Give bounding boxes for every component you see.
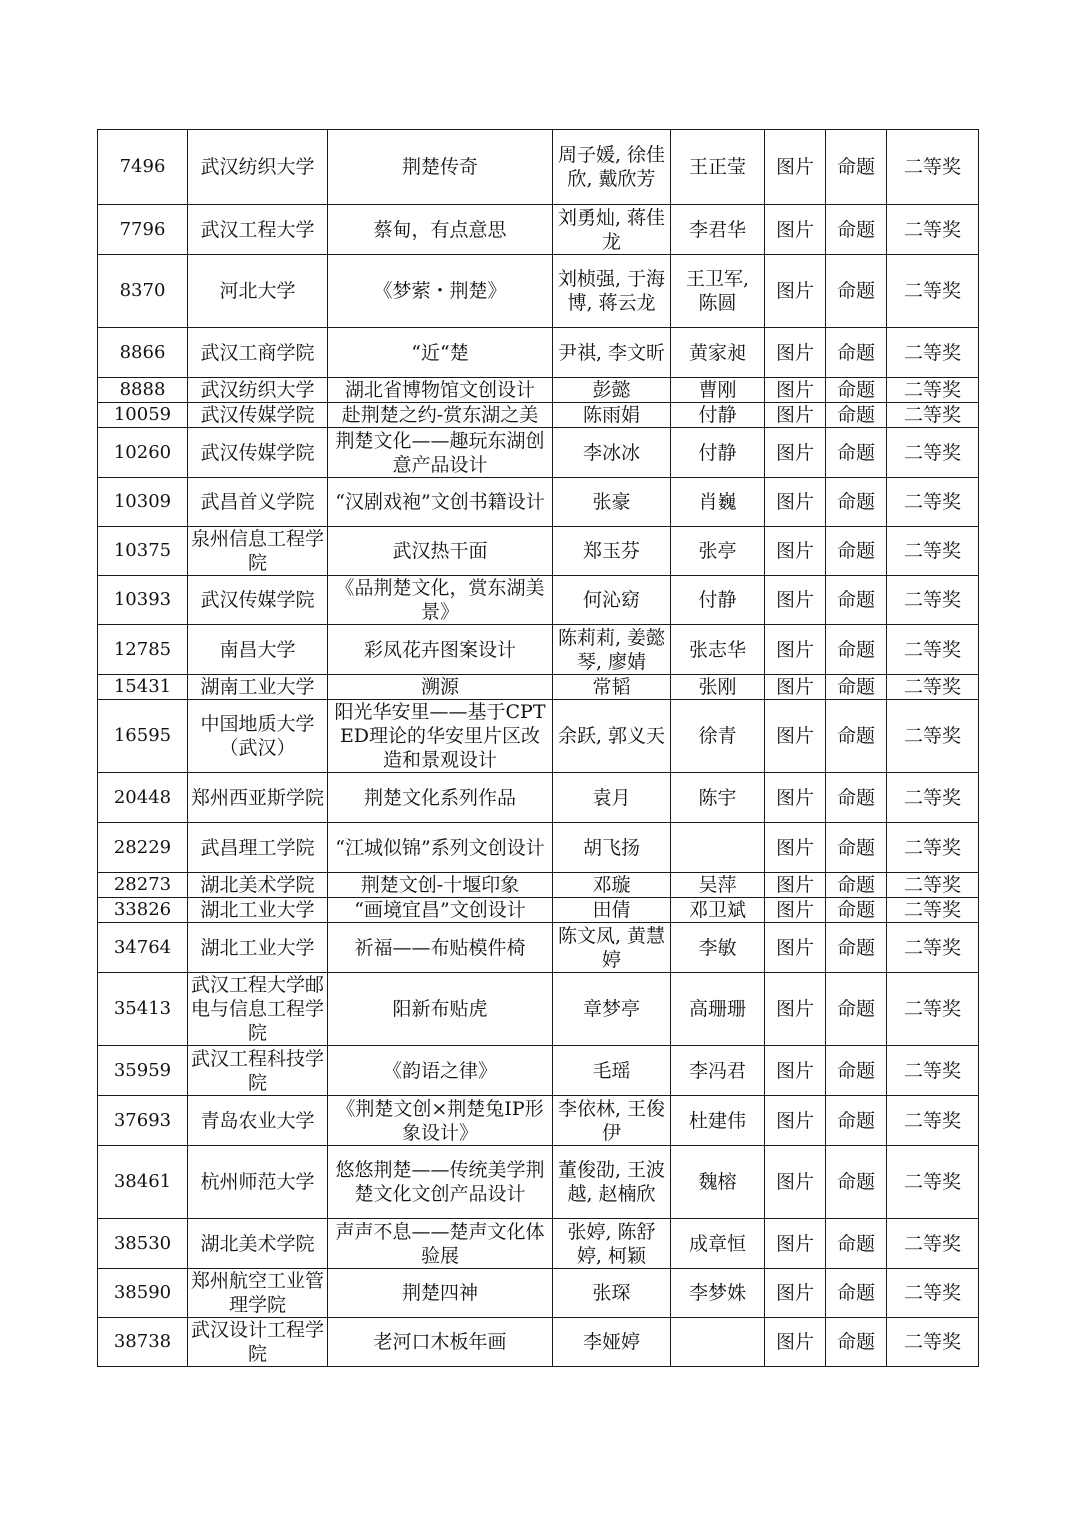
type-cell: 命题: [826, 1046, 887, 1096]
entry-id-cell: 34764: [98, 923, 188, 973]
table-row: [98, 823, 979, 873]
authors-cell: 邓璇: [553, 873, 671, 898]
type-cell: 命题: [826, 1219, 887, 1269]
school-cell: 青岛农业大学: [188, 1096, 328, 1146]
category-cell: 图片: [765, 1096, 826, 1146]
type-cell: 命题: [826, 973, 887, 1046]
category-cell: 图片: [765, 576, 826, 625]
authors-cell: 张婷, 陈舒婷, 柯颖: [553, 1219, 671, 1269]
work-title-cell: 荆楚文化——趣玩东湖创意产品设计: [328, 428, 553, 478]
award-cell: 二等奖: [887, 1269, 979, 1318]
type-cell: 命题: [826, 255, 887, 328]
work-title-cell: “近“楚: [328, 328, 553, 378]
advisor-cell: 高珊珊: [671, 973, 765, 1046]
table-row: [98, 1146, 979, 1219]
category-cell: 图片: [765, 478, 826, 527]
type-cell: 命题: [826, 428, 887, 478]
advisor-cell: 李敏: [671, 923, 765, 973]
work-title-cell: 赴荆楚之约-赏东湖之美: [328, 403, 553, 428]
table-row: [98, 378, 979, 403]
award-cell: 二等奖: [887, 1318, 979, 1367]
award-cell: 二等奖: [887, 478, 979, 527]
work-title-cell: “画境宜昌”文创设计: [328, 898, 553, 923]
award-cell: 二等奖: [887, 205, 979, 255]
entry-id-cell: 8370: [98, 255, 188, 328]
entry-id-cell: 15431: [98, 675, 188, 700]
work-title-cell: 荆楚文化系列作品: [328, 773, 553, 823]
work-title-cell: 荆楚传奇: [328, 130, 553, 205]
table-row: [98, 700, 979, 773]
authors-cell: 刘桢强, 于海博, 蒋云龙: [553, 255, 671, 328]
type-cell: 命题: [826, 478, 887, 527]
school-cell: 湖北美术学院: [188, 873, 328, 898]
type-cell: 命题: [826, 823, 887, 873]
type-cell: 命题: [826, 1096, 887, 1146]
school-cell: 湖北工业大学: [188, 898, 328, 923]
table-row: [98, 923, 979, 973]
entry-id-cell: 35959: [98, 1046, 188, 1096]
type-cell: 命题: [826, 675, 887, 700]
advisor-cell: 吴萍: [671, 873, 765, 898]
entry-id-cell: 10309: [98, 478, 188, 527]
advisor-cell: 李冯君: [671, 1046, 765, 1096]
advisor-cell: 李君华: [671, 205, 765, 255]
category-cell: 图片: [765, 403, 826, 428]
entry-id-cell: 28229: [98, 823, 188, 873]
authors-cell: 李娅婷: [553, 1318, 671, 1367]
type-cell: 命题: [826, 700, 887, 773]
school-cell: 河北大学: [188, 255, 328, 328]
school-cell: 武昌理工学院: [188, 823, 328, 873]
advisor-cell: 付静: [671, 576, 765, 625]
category-cell: 图片: [765, 700, 826, 773]
entry-id-cell: 10375: [98, 527, 188, 576]
type-cell: 命题: [826, 1318, 887, 1367]
table-row: [98, 428, 979, 478]
advisor-cell: 王卫军, 陈圆: [671, 255, 765, 328]
advisor-cell: 成章恒: [671, 1219, 765, 1269]
award-cell: 二等奖: [887, 773, 979, 823]
entry-id-cell: 38530: [98, 1219, 188, 1269]
school-cell: 武汉传媒学院: [188, 576, 328, 625]
category-cell: 图片: [765, 1046, 826, 1096]
advisor-cell: 徐青: [671, 700, 765, 773]
entry-id-cell: 10393: [98, 576, 188, 625]
school-cell: 武汉工程科技学院: [188, 1046, 328, 1096]
school-cell: 湖北美术学院: [188, 1219, 328, 1269]
authors-cell: 彭懿: [553, 378, 671, 403]
table-row: [98, 773, 979, 823]
table-row: [98, 403, 979, 428]
authors-cell: 胡飞扬: [553, 823, 671, 873]
awards-table: [97, 129, 979, 1367]
type-cell: 命题: [826, 576, 887, 625]
award-cell: 二等奖: [887, 625, 979, 675]
type-cell: 命题: [826, 625, 887, 675]
work-title-cell: 《荆楚文创×荆楚兔IP形象设计》: [328, 1096, 553, 1146]
table-row: [98, 1269, 979, 1318]
advisor-cell: 付静: [671, 403, 765, 428]
category-cell: 图片: [765, 527, 826, 576]
category-cell: 图片: [765, 1146, 826, 1219]
category-cell: 图片: [765, 675, 826, 700]
work-title-cell: 湖北省博物馆文创设计: [328, 378, 553, 403]
category-cell: 图片: [765, 130, 826, 205]
entry-id-cell: 8888: [98, 378, 188, 403]
type-cell: 命题: [826, 328, 887, 378]
school-cell: 泉州信息工程学院: [188, 527, 328, 576]
work-title-cell: “江城似锦”系列文创设计: [328, 823, 553, 873]
advisor-cell: 王正莹: [671, 130, 765, 205]
type-cell: 命题: [826, 1269, 887, 1318]
school-cell: 武昌首义学院: [188, 478, 328, 527]
category-cell: 图片: [765, 625, 826, 675]
award-cell: 二等奖: [887, 403, 979, 428]
award-cell: 二等奖: [887, 1219, 979, 1269]
authors-cell: 常韬: [553, 675, 671, 700]
school-cell: 湖南工业大学: [188, 675, 328, 700]
entry-id-cell: 37693: [98, 1096, 188, 1146]
work-title-cell: 蔡甸，有点意思: [328, 205, 553, 255]
authors-cell: 章梦亭: [553, 973, 671, 1046]
advisor-cell: 陈宇: [671, 773, 765, 823]
award-cell: 二等奖: [887, 1046, 979, 1096]
table-row: [98, 625, 979, 675]
type-cell: 命题: [826, 773, 887, 823]
category-cell: 图片: [765, 255, 826, 328]
category-cell: 图片: [765, 923, 826, 973]
authors-cell: 张豪: [553, 478, 671, 527]
type-cell: 命题: [826, 898, 887, 923]
category-cell: 图片: [765, 1219, 826, 1269]
award-cell: 二等奖: [887, 576, 979, 625]
advisor-cell: 黄家昶: [671, 328, 765, 378]
table-row: [98, 576, 979, 625]
category-cell: 图片: [765, 205, 826, 255]
type-cell: 命题: [826, 873, 887, 898]
entry-id-cell: 7796: [98, 205, 188, 255]
table-row: [98, 478, 979, 527]
award-cell: 二等奖: [887, 378, 979, 403]
award-cell: 二等奖: [887, 1146, 979, 1219]
advisor-cell: [671, 1318, 765, 1367]
entry-id-cell: 16595: [98, 700, 188, 773]
school-cell: 郑州航空工业管理学院: [188, 1269, 328, 1318]
table-row: [98, 1046, 979, 1096]
award-cell: 二等奖: [887, 328, 979, 378]
work-title-cell: 武汉热干面: [328, 527, 553, 576]
entry-id-cell: 28273: [98, 873, 188, 898]
table-row: [98, 205, 979, 255]
award-cell: 二等奖: [887, 700, 979, 773]
entry-id-cell: 7496: [98, 130, 188, 205]
award-cell: 二等奖: [887, 873, 979, 898]
table-row: [98, 130, 979, 205]
advisor-cell: 张刚: [671, 675, 765, 700]
award-cell: 二等奖: [887, 823, 979, 873]
award-cell: 二等奖: [887, 130, 979, 205]
work-title-cell: “汉剧戏袍”文创书籍设计: [328, 478, 553, 527]
authors-cell: 刘勇灿, 蒋佳龙: [553, 205, 671, 255]
entry-id-cell: 38590: [98, 1269, 188, 1318]
table-row: [98, 328, 979, 378]
authors-cell: 余跃, 郭义天: [553, 700, 671, 773]
authors-cell: 袁月: [553, 773, 671, 823]
entry-id-cell: 12785: [98, 625, 188, 675]
award-cell: 二等奖: [887, 255, 979, 328]
award-cell: 二等奖: [887, 675, 979, 700]
type-cell: 命题: [826, 205, 887, 255]
category-cell: 图片: [765, 428, 826, 478]
entry-id-cell: 20448: [98, 773, 188, 823]
award-cell: 二等奖: [887, 527, 979, 576]
advisor-cell: 李梦姝: [671, 1269, 765, 1318]
school-cell: 湖北工业大学: [188, 923, 328, 973]
school-cell: 武汉工商学院: [188, 328, 328, 378]
authors-cell: 李冰冰: [553, 428, 671, 478]
advisor-cell: 张志华: [671, 625, 765, 675]
type-cell: 命题: [826, 378, 887, 403]
authors-cell: 董俊劭, 王波越, 赵楠欣: [553, 1146, 671, 1219]
advisor-cell: 付静: [671, 428, 765, 478]
category-cell: 图片: [765, 328, 826, 378]
work-title-cell: 声声不息——楚声文化体验展: [328, 1219, 553, 1269]
authors-cell: 毛瑶: [553, 1046, 671, 1096]
entry-id-cell: 33826: [98, 898, 188, 923]
authors-cell: 郑玉芬: [553, 527, 671, 576]
authors-cell: 何沁窈: [553, 576, 671, 625]
type-cell: 命题: [826, 130, 887, 205]
work-title-cell: 悠悠荆楚——传统美学荆楚文化文创产品设计: [328, 1146, 553, 1219]
award-cell: 二等奖: [887, 973, 979, 1046]
work-title-cell: 荆楚文创-十堰印象: [328, 873, 553, 898]
table-row: [98, 898, 979, 923]
category-cell: 图片: [765, 1318, 826, 1367]
authors-cell: 陈文凤, 黄慧婷: [553, 923, 671, 973]
authors-cell: 尹祺, 李文昕: [553, 328, 671, 378]
advisor-cell: 肖巍: [671, 478, 765, 527]
table-row: [98, 1318, 979, 1367]
category-cell: 图片: [765, 1269, 826, 1318]
entry-id-cell: 38738: [98, 1318, 188, 1367]
table-row: [98, 873, 979, 898]
entry-id-cell: 8866: [98, 328, 188, 378]
school-cell: 武汉纺织大学: [188, 378, 328, 403]
work-title-cell: 《梦萦・荆楚》: [328, 255, 553, 328]
work-title-cell: 《韵语之律》: [328, 1046, 553, 1096]
work-title-cell: 祈福——布贴模件椅: [328, 923, 553, 973]
table-row: [98, 255, 979, 328]
table-row: [98, 675, 979, 700]
table-row: [98, 973, 979, 1046]
category-cell: 图片: [765, 773, 826, 823]
advisor-cell: 魏榕: [671, 1146, 765, 1219]
school-cell: 南昌大学: [188, 625, 328, 675]
award-cell: 二等奖: [887, 428, 979, 478]
authors-cell: 张琛: [553, 1269, 671, 1318]
authors-cell: 周子媛, 徐佳欣, 戴欣芳: [553, 130, 671, 205]
school-cell: 郑州西亚斯学院: [188, 773, 328, 823]
school-cell: 武汉设计工程学院: [188, 1318, 328, 1367]
advisor-cell: [671, 823, 765, 873]
category-cell: 图片: [765, 973, 826, 1046]
entry-id-cell: 10059: [98, 403, 188, 428]
category-cell: 图片: [765, 378, 826, 403]
work-title-cell: 阳新布贴虎: [328, 973, 553, 1046]
table-row: [98, 1219, 979, 1269]
type-cell: 命题: [826, 1146, 887, 1219]
advisor-cell: 曹刚: [671, 378, 765, 403]
work-title-cell: 阳光华安里——基于CPTED理论的华安里片区改造和景观设计: [328, 700, 553, 773]
work-title-cell: 溯源: [328, 675, 553, 700]
awards-table-body: [98, 130, 979, 1367]
table-row: [98, 527, 979, 576]
entry-id-cell: 35413: [98, 973, 188, 1046]
work-title-cell: 老河口木板年画: [328, 1318, 553, 1367]
table-row: [98, 1096, 979, 1146]
school-cell: 武汉传媒学院: [188, 403, 328, 428]
authors-cell: 陈雨娟: [553, 403, 671, 428]
school-cell: 武汉工程大学邮电与信息工程学院: [188, 973, 328, 1046]
school-cell: 中国地质大学（武汉）: [188, 700, 328, 773]
school-cell: 杭州师范大学: [188, 1146, 328, 1219]
award-cell: 二等奖: [887, 1096, 979, 1146]
type-cell: 命题: [826, 403, 887, 428]
type-cell: 命题: [826, 527, 887, 576]
category-cell: 图片: [765, 823, 826, 873]
award-cell: 二等奖: [887, 898, 979, 923]
advisor-cell: 邓卫斌: [671, 898, 765, 923]
school-cell: 武汉工程大学: [188, 205, 328, 255]
school-cell: 武汉纺织大学: [188, 130, 328, 205]
entry-id-cell: 10260: [98, 428, 188, 478]
work-title-cell: 彩凤花卉图案设计: [328, 625, 553, 675]
authors-cell: 田倩: [553, 898, 671, 923]
category-cell: 图片: [765, 898, 826, 923]
authors-cell: 陈莉莉, 姜懿琴, 廖婧: [553, 625, 671, 675]
authors-cell: 李依林, 王俊伊: [553, 1096, 671, 1146]
category-cell: 图片: [765, 873, 826, 898]
work-title-cell: 《品荆楚文化，赏东湖美景》: [328, 576, 553, 625]
entry-id-cell: 38461: [98, 1146, 188, 1219]
work-title-cell: 荆楚四神: [328, 1269, 553, 1318]
school-cell: 武汉传媒学院: [188, 428, 328, 478]
award-cell: 二等奖: [887, 923, 979, 973]
advisor-cell: 杜建伟: [671, 1096, 765, 1146]
type-cell: 命题: [826, 923, 887, 973]
advisor-cell: 张亭: [671, 527, 765, 576]
